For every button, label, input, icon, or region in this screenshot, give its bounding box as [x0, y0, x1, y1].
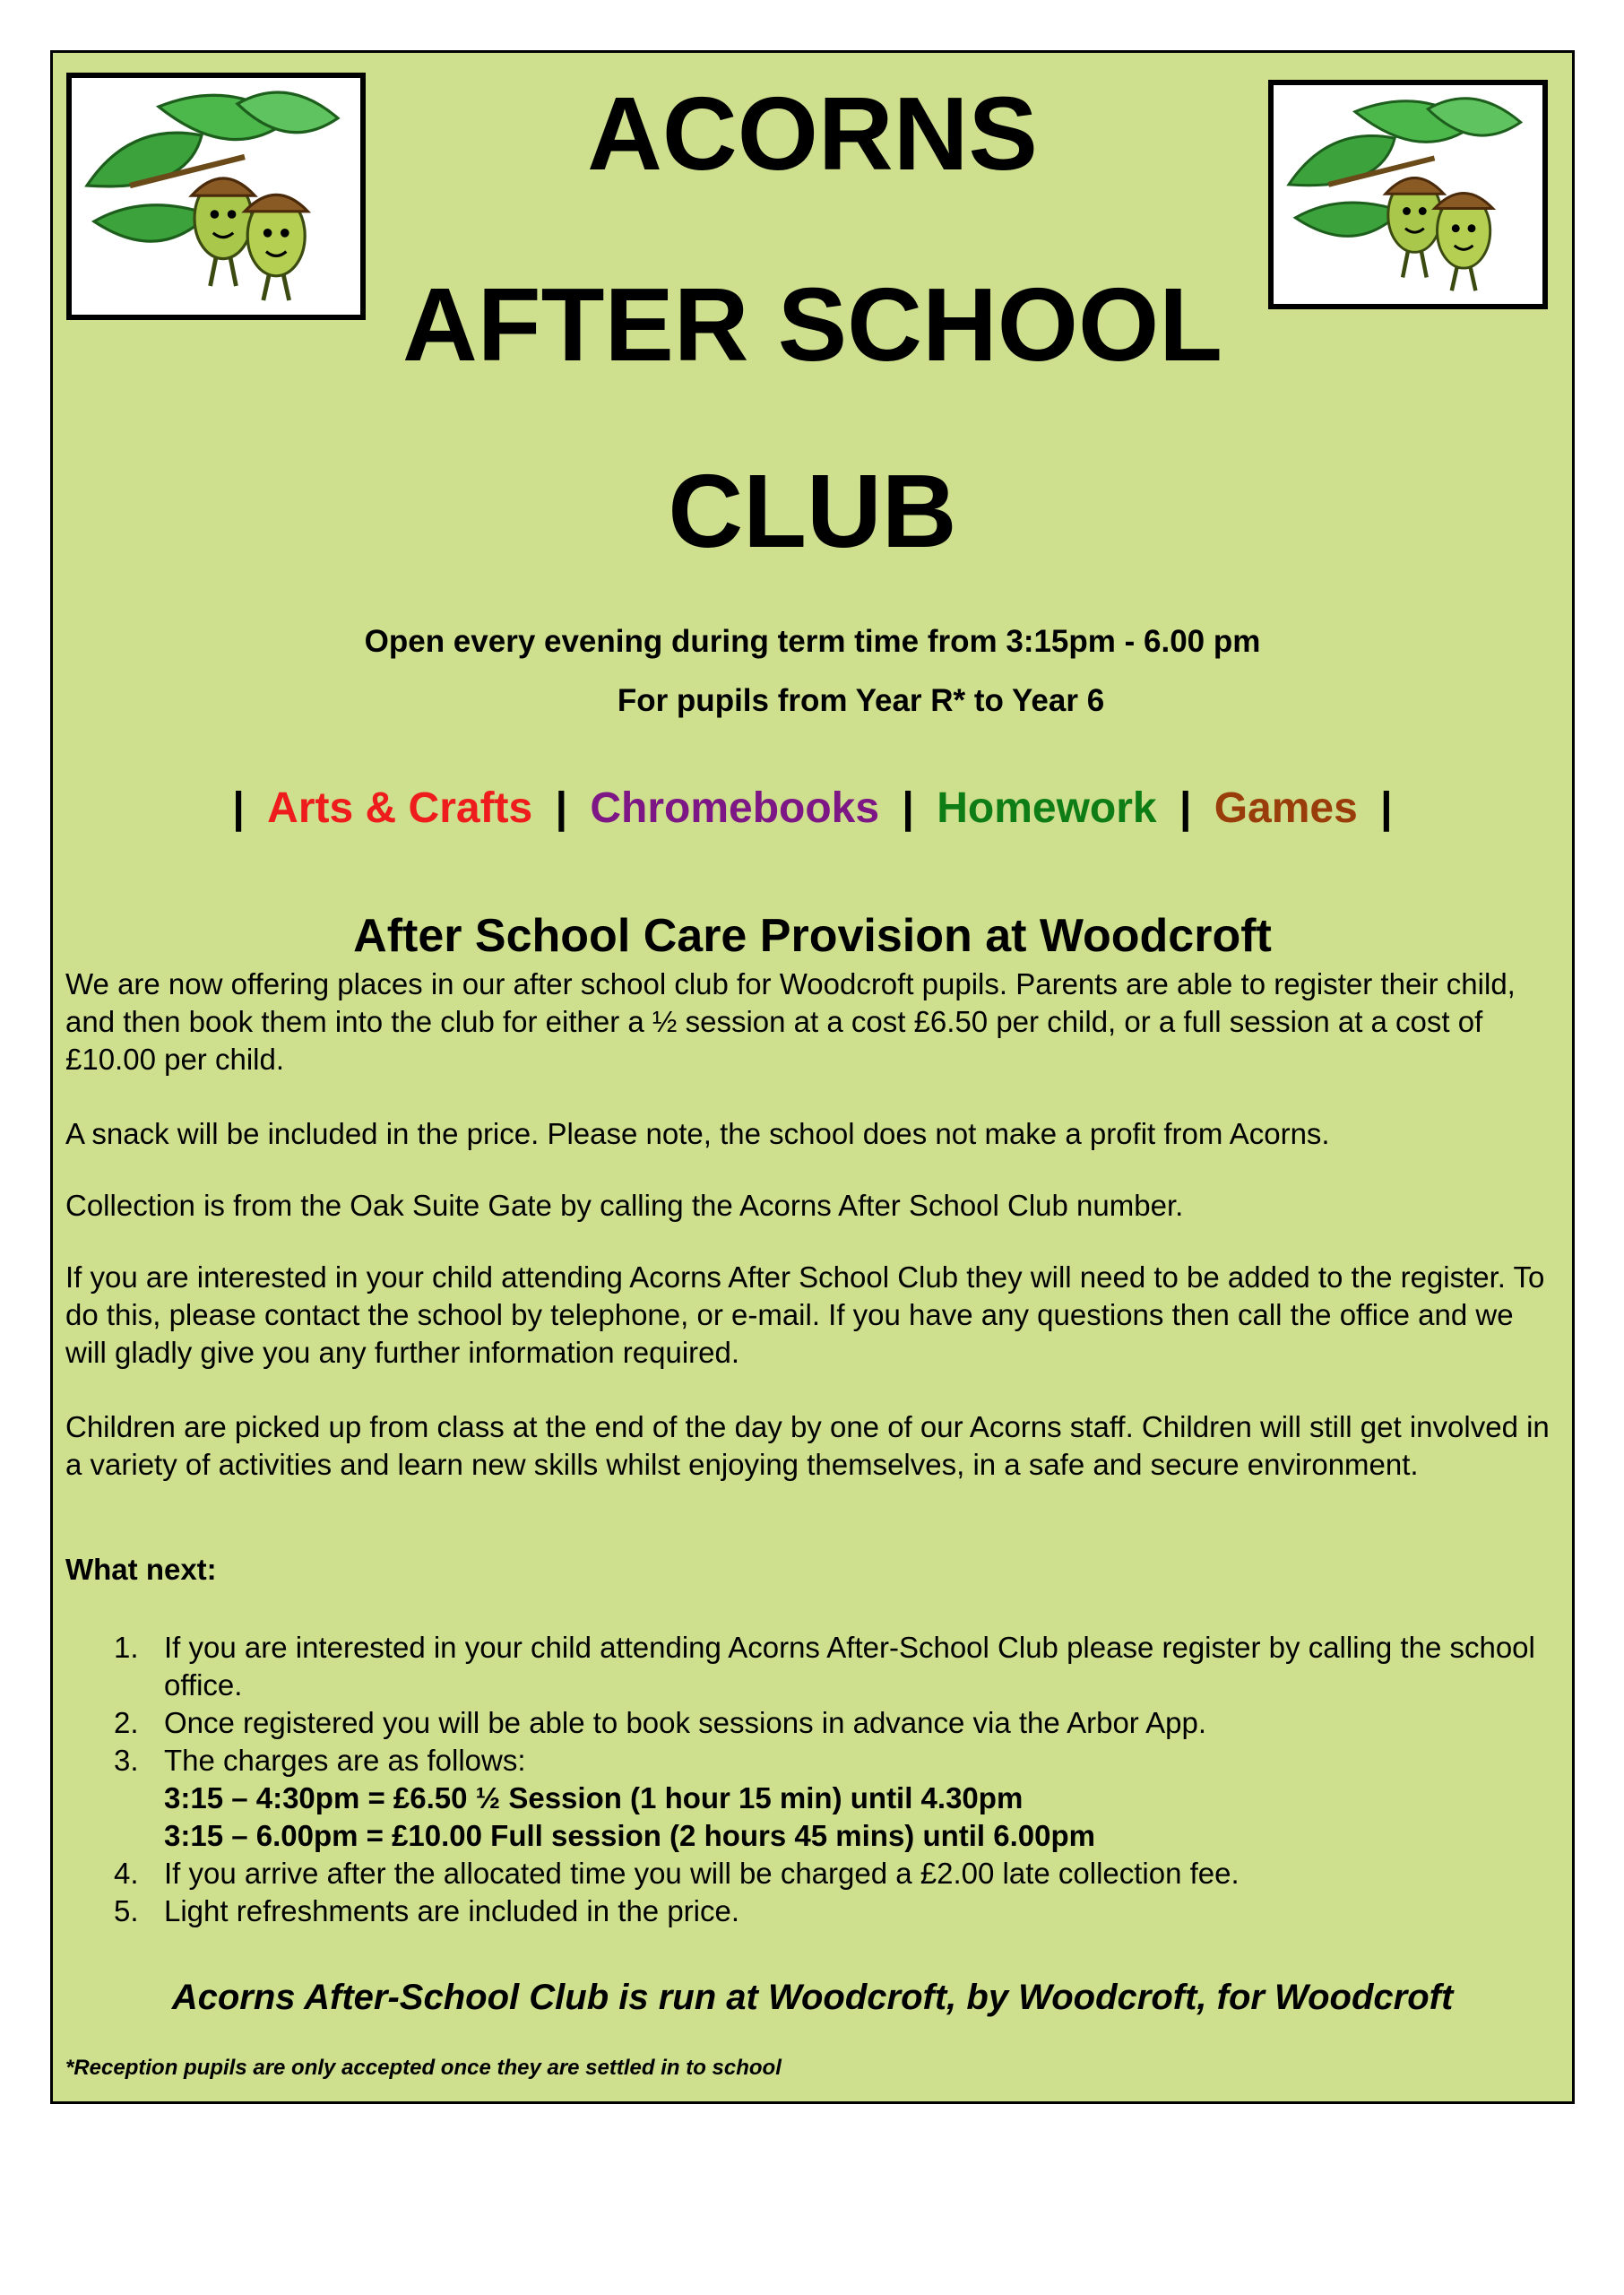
flyer — [50, 50, 1575, 2104]
title-line-1: ACORNS — [587, 75, 1038, 192]
activity-arts-crafts: Arts & Crafts — [267, 784, 533, 832]
activity-separator: | — [1380, 784, 1393, 832]
activity-separator: | — [1179, 784, 1192, 832]
activity-separator: | — [555, 784, 568, 832]
list-item — [65, 1892, 1553, 1930]
club-tagline: Acorns After-School Club is run at Woodcroft, by Woodcroft, for Woodcroft — [171, 1978, 1454, 2017]
steps-list — [65, 1629, 1553, 1930]
provision-heading: After School Care Provision at Woodcroft — [353, 910, 1272, 962]
pickup-paragraph: Children are picked up from class at the end of the day by one of our Acorns staff. Children will still get involved in a variety of activities and learn new skills whilst enjoying themselves, in a safe and secure environment. — [65, 1410, 1550, 1481]
opening-hours: Open every evening during term time from 3:15pm - 6.00 pm — [364, 624, 1261, 659]
intro-paragraph: We are now offering places in our after school club for Woodcroft pupils. Parents are able to register their child, and then book them into the club for either a ½ session at a cost £6.50 per child, or a full session at a cost of £10.00 per child. — [65, 967, 1516, 1076]
reception-footnote: *Reception pupils are only accepted once they are settled in to school — [65, 2056, 782, 2080]
activity-separator: | — [902, 784, 914, 832]
snack-paragraph: A snack will be included in the price. Please note, the school does not make a profit from Acorns. — [65, 1117, 1330, 1150]
activity-chromebooks: Chromebooks — [590, 784, 880, 832]
list-item — [65, 1742, 1553, 1855]
list-item-text: If you are interested in your child attending Acorns After-School Club please register by calling the school office. — [164, 1631, 1535, 1702]
registration-paragraph: If you are interested in your child attending Acorns After School Club they will need to be added to the register. To do this, please contact the school by telephone, or e-mail. If you have any questions then call the office and we will gladly give you any further information required. — [65, 1260, 1545, 1369]
activity-games: Games — [1214, 784, 1358, 832]
list-number: 2. — [114, 1706, 139, 1739]
collection-paragraph: Collection is from the Oak Suite Gate by calling the Acorns After School Club number. — [65, 1189, 1184, 1222]
charge-full-session: 3:15 – 6.00pm = £10.00 Full session (2 hours 45 mins) until 6.00pm — [164, 1819, 1096, 1852]
year-groups: For pupils from Year R* to Year 6 — [617, 683, 1105, 718]
activity-separator: | — [232, 784, 245, 832]
charge-half-session: 3:15 – 4:30pm = £6.50 ½ Session (1 hour 15 min) until 4.30pm — [164, 1781, 1024, 1814]
activities-bar — [53, 784, 1572, 833]
list-item-text: Light refreshments are included in the price. — [164, 1894, 740, 1927]
title-line-3: CLUB — [668, 453, 957, 569]
list-number: 5. — [114, 1894, 139, 1927]
list-item — [65, 1704, 1553, 1742]
list-item — [65, 1855, 1553, 1892]
what-next-heading: What next: — [65, 1553, 217, 1586]
list-item-text: If you arrive after the allocated time you will be charged a £2.00 late collection fee. — [164, 1857, 1240, 1890]
list-item-text: Once registered you will be able to book sessions in advance via the Arbor App. — [164, 1706, 1207, 1739]
list-item-text: The charges are as follows: — [164, 1744, 526, 1777]
list-number: 1. — [114, 1631, 139, 1664]
activity-homework: Homework — [937, 784, 1157, 832]
list-item — [65, 1629, 1553, 1704]
list-number: 3. — [114, 1744, 139, 1777]
title-line-2: AFTER SCHOOL — [402, 266, 1223, 383]
list-number: 4. — [114, 1857, 139, 1890]
